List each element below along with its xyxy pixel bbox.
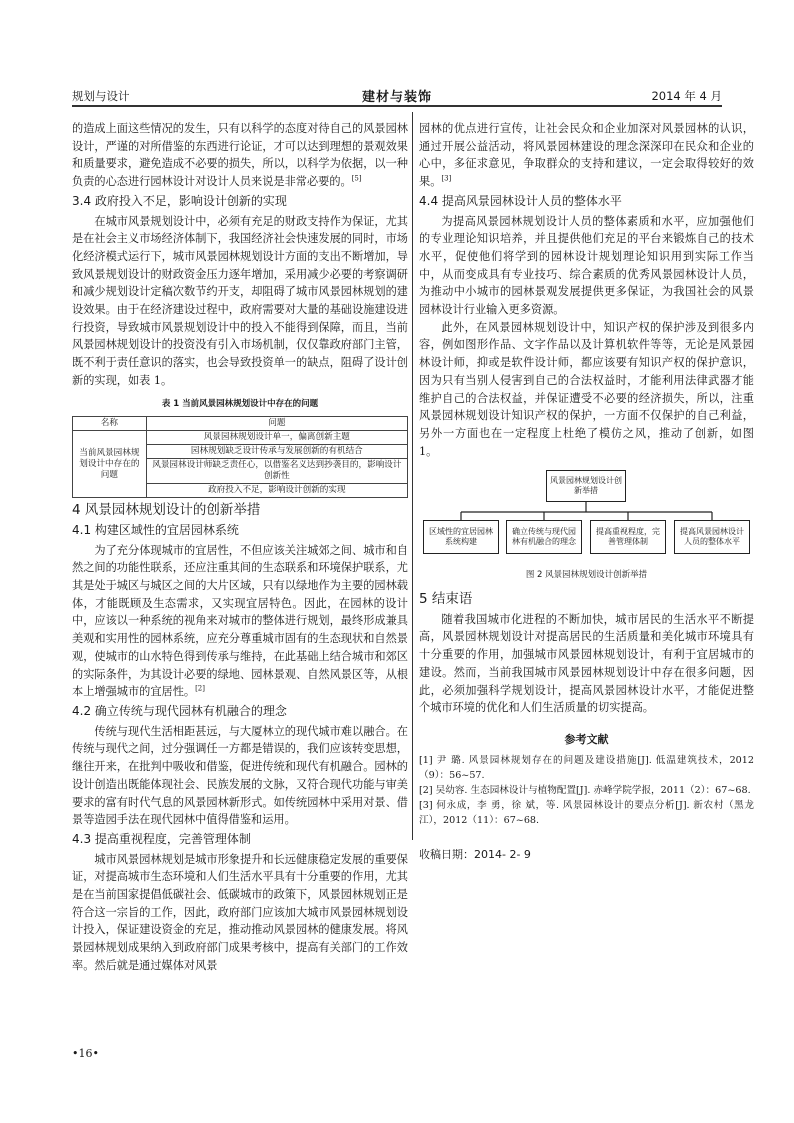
running-header xyxy=(72,86,722,106)
table-cell: 风景园林规划设计单一，偏离创新主题 xyxy=(146,431,407,445)
left-column xyxy=(72,120,408,975)
paragraph: 园林的优点进行宣传，让社会民众和企业加深对风景园林的认识，通过开展公益活动，将风景园林建设的理念深深印在民众和企业的心中，多征求意见，争取群众的支持和建议，一定会取得较好的效果。[3] xyxy=(419,122,754,189)
references-title: 参考文献 xyxy=(564,732,609,746)
problems-table xyxy=(72,416,408,498)
paragraph: 在城市风景规划设计中，必须有充足的财政支持作为保证，尤其是在社会主义市场经济体制下，我国经济社会快速发展的同时，市场化经济模式运行下，城市风景园林规划设计方面的支出不断增加，导致风景规划设计的财政资金压力逐年增加，采用减少必要的考察调研和减少规划设计定稿次数节约开支，却阻碍了城市风景园林规划的建设效果。由于在经济建设过程中，政府需要对大量的基础设施建设进行投资，导致城市风景规划设计中的投入不能得到保障，而且，当前风景园林规划设计的投资没有引入市场机制，仅仅靠政府部门主管，既不利于责任意识的落实，也会导致投资单一的缺点，阻碍了设计创新的实现，如表 1。 xyxy=(72,214,408,387)
table-row-name: 当前风景园林规划设计中存在的问题 xyxy=(73,431,147,498)
table-cell: 政府投入不足，影响设计创新的实现 xyxy=(146,484,407,498)
figure-root-node: 风景园林规划设计创新举措 xyxy=(546,470,626,502)
paragraph: 此外，在风景园林规划设计中，知识产权的保护涉及到很多内容，例如图形作品、文字作品以及计算机软件等等，无论是风景园林设计师，抑或是软件设计师，都应该要有知识产权的保护意识，因为只有当别人侵害到自己的合法权益时，才能利用法律武器才能维护自己的合法权益，并保证遭受不必要的经济损失，所以，注重风景园林规划设计知识产权的保护，一方面不仅保护的自己利益，另外一方面也在一定程度上杜绝了模仿之风，推动了创新，如图 1。 xyxy=(419,320,754,458)
figure-caption: 图 2 风景园林规划设计创新举措 xyxy=(525,570,648,581)
section-heading-4-1: 4.1 构建区域性的宜居园林系统 xyxy=(72,522,239,537)
header-journal: 建材与装饰 xyxy=(361,90,432,105)
right-column xyxy=(419,120,754,863)
reference-item: [3] 何永成，李 勇，徐 斌，等. 风景园林设计的要点分析[J]. 新农村（黑龙江），2012（11）：67~68. xyxy=(419,799,754,826)
figure-innovation-diagram xyxy=(419,468,754,564)
table-cell: 风景园林设计师缺乏责任心，以借鉴名义达到抄袭目的，影响设计创新性 xyxy=(146,459,407,484)
table-caption: 表 1 当前风景园林规划设计中存在的问题 xyxy=(161,398,319,409)
figure-branch-node: 确立传统与现代园林有机融合的理念 xyxy=(506,520,582,554)
section-heading-4-4: 4.4 提高风景园林设计人员的整体水平 xyxy=(419,193,622,208)
figure-branch-node: 提高风景园林设计人员的整体水平 xyxy=(674,520,750,554)
table-header-name: 名称 xyxy=(73,417,147,431)
figure-branch-node: 区域性的宜居园林系统构建 xyxy=(423,520,499,554)
header-section: 规划与设计 xyxy=(72,89,130,103)
paragraph: 城市风景园林规划是城市形象提升和长远健康稳定发展的重要保证，对提高城市生态环境和人们生活水平具有十分重要的作用，尤其是在当前国家提倡低碳社会、低碳城市的政策下，风景园林规划正是符合这一宗旨的工作，因此，政府部门应该加大城市风景园林规划设计投入，保证建设资金的充足，推动推动风景园林的健康发展。将风景园林规划成果纳入到政府部门成果考核中，提高有关部门的工作效率。然后就是通过媒体对风景 xyxy=(72,852,408,972)
section-heading-4: 4 风景园林规划设计的创新举措 xyxy=(72,502,261,519)
table-cell: 园林规划缺乏设计传承与发展创新的有机结合 xyxy=(146,445,407,459)
citation: [3] xyxy=(441,174,452,183)
figure-branch-node: 提高重视程度，完善管理体制 xyxy=(590,520,666,554)
citation: [5] xyxy=(351,174,362,183)
reference-item: [2] 吴幼容. 生态园林设计与植物配置[J]. 赤峰学院学报，2011（2）：67~68. xyxy=(419,784,751,796)
section-heading-4-2: 4.2 确立传统与现代园林有机融合的理念 xyxy=(72,703,287,718)
section-heading-3-4: 3.4 政府投入不足，影响设计创新的实现 xyxy=(72,193,287,208)
citation: [2] xyxy=(195,684,205,693)
paragraph: 的造成上面这些情况的发生，只有以科学的态度对待自己的风景园林设计，严谨的对所借鉴的东西进行论证，才可以达到理想的景观效果和质量要求，避免造成不必要的损失，所以，以科学为依据，以一种负责的心态进行园林设计对设计人员来说是非常必要的。[5] xyxy=(72,122,408,189)
header-date: 2014 年 4 月 xyxy=(651,89,722,103)
paragraph: 随着我国城市化进程的不断加快，城市居民的生活水平不断提高，风景园林规划设计对提高居民的生活质量和美化城市环境具有十分重要的作用，加强城市风景园林规划设计，有利于宜居城市的建设。然而，当前我国城市风景园林规划设计中存在很多问题，因此，必须加强科学规划设计，提高风景园林设计水平，才能促进整个城市环境的优化和人们生活质量的切实提高。 xyxy=(419,612,754,715)
column-divider xyxy=(412,112,413,840)
section-heading-5: 5 结束语 xyxy=(419,591,473,608)
header-rule xyxy=(72,105,722,107)
paragraph: 为了充分体现城市的宜居性，不但应该关注城郊之间、城市和自然之间的功能性联系，还应注重其间的生态联系和环境保护联系，尤其是处于城区与城区之间的大片区域，只有以绿地作为主要的园林载体，才能既顾及生态需求，又实现宜居特色。因此，在园林的设计中，应该以一种系统的视角来对城市的整体进行规划，最终形成兼具美观和实用性的园林系统，应充分尊重城市固有的生态现状和自然景观，使城市的山水特色得到传承与维持，在此基础上结合城市和郊区的实际条件，为其设计必要的绿地、园林景观、自然风景区等，从根本上增强城市的宜居性。[2] xyxy=(72,543,408,699)
table-header-problem: 问题 xyxy=(146,417,407,431)
received-date: 收稿日期：2014- 2- 9 xyxy=(419,847,531,861)
page-number: •16• xyxy=(72,1047,99,1060)
section-heading-4-3: 4.3 提高重视程度，完善管理体制 xyxy=(72,831,251,846)
paragraph: 为提高风景园林规划设计人员的整体素质和水平，应加强他们的专业理论知识培养，并且提供他们充足的平台来锻炼自己的技术水平，促使他们将学到的园林设计规划理论知识用到实际工作当中，从而变成具有专业技巧、综合素质的优秀风景园林设计人员，为推动中小城市的园林景观发展提供更多保证，为我国社会的风景园林设计行业输入更多资源。 xyxy=(419,214,754,317)
reference-item: [1] 尹 璐. 风景园林规划存在的问题及建设措施[J]. 低温建筑技术，2012（9）：56~57. xyxy=(419,754,754,781)
paragraph: 传统与现代生活相距甚远，与大厦林立的现代城市难以融合。在传统与现代之间，过分强调任一方都是错误的，我们应该转变思想，继往开来，在批判中吸收和借鉴，促进传统和现代有机融合。园林的设计创造出既能体现社会、民族发展的文脉，又符合现代功能与审美要求的富有时代气息的风景园林新形式。如传统园林中采用对景、借景等造园手法在现代园林中值得借鉴和运用。 xyxy=(72,724,408,827)
